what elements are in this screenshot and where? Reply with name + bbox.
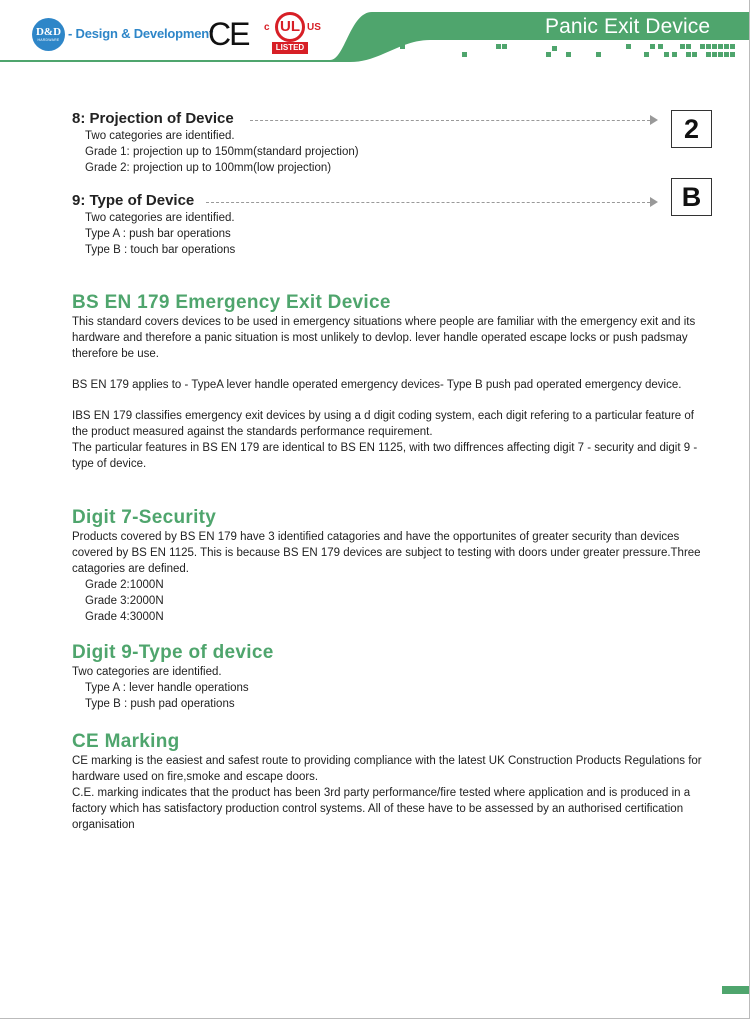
code-box: B (671, 178, 712, 216)
section-title: Digit 7-Security (72, 507, 217, 528)
section-title: BS EN 179 Emergency Exit Device (72, 292, 391, 313)
page-corner-tab (722, 986, 750, 994)
classification-details (85, 128, 359, 176)
section-ce-marking (72, 731, 712, 833)
classification-details (85, 210, 235, 258)
classification-projection (72, 110, 712, 174)
detail-line: Grade 2: projection up to 100mm(low projection) (85, 162, 332, 174)
grade-list (72, 577, 712, 625)
company-logo (32, 18, 65, 51)
paragraph: This standard covers devices to be used in emergency situations where people are familiar with the emergency exit and its hardware and therefore a panic situation is most unlikely to devlop. lever handle operated escape locks or push padsmay therefore be use. (72, 316, 696, 360)
section-digit-9-type (72, 642, 712, 712)
ul-c-label: c (264, 22, 270, 33)
list-item: Grade 3:2000N (85, 595, 164, 607)
detail-line: Grade 1: projection up to 150mm(standard projection) (85, 146, 359, 158)
ul-us-label: US (307, 22, 321, 33)
company-tagline: - Design & Development (68, 26, 214, 41)
paragraph: IBS EN 179 classifies emergency exit devices by using a d digit coding system, each digit refering to a particular feature of the product measured against the standards performance requirement. (72, 410, 694, 438)
ul-listed-icon (260, 12, 322, 56)
ul-circle-label: UL (275, 12, 305, 42)
list-item: Grade 4:3000N (85, 611, 164, 623)
paragraph: BS EN 179 applies to - TypeA lever handle operated emergency devices- Type B push pad operated emergency device. (72, 379, 682, 391)
paragraph: C.E. marking indicates that the product has been 3rd party performance/fire tested where application and is produced in a factory which has satisfactory production control systems. All of these have to be assessed by an authorised certification organisation (72, 787, 691, 831)
paragraph: The particular features in BS EN 179 are identical to BS EN 1125, with two diffrences affecting digit 7 - security and digit 9 - type of device. (72, 442, 698, 470)
paragraph: CE marking is the easiest and safest route to providing compliance with the latest UK Construction Products Regulations for hardware used on fire,smoke and escape doors. (72, 755, 702, 783)
section-digit-7-security (72, 507, 712, 625)
paragraph: Two categories are identified. (72, 666, 222, 678)
section-title: Digit 9-Type of device (72, 642, 274, 663)
section-title: CE Marking (72, 731, 180, 752)
type-list (72, 680, 712, 712)
classification-heading: 8: Projection of Device (72, 110, 237, 127)
arrow-right-icon (650, 115, 658, 125)
leader-line (206, 202, 650, 203)
detail-line: Two categories are identified. (85, 212, 235, 224)
code-box: 2 (671, 110, 712, 148)
list-item: Grade 2:1000N (85, 579, 164, 591)
section-bs-en-179 (72, 292, 712, 472)
arrow-right-icon (650, 197, 658, 207)
ce-certification-icon: CE (208, 16, 249, 52)
detail-line: Type B : touch bar operations (85, 244, 236, 256)
ul-listed-label: LISTED (272, 42, 308, 54)
leader-line (250, 120, 650, 121)
list-item: Type B : push pad operations (85, 698, 235, 710)
logo-subtext: HARDWARE (37, 38, 60, 42)
classification-heading: 9: Type of Device (72, 192, 197, 209)
detail-line: Type A : push bar operations (85, 228, 231, 240)
detail-line: Two categories are identified. (85, 130, 235, 142)
page-title: Panic Exit Device (545, 15, 711, 38)
classification-type (72, 182, 712, 258)
list-item: Type A : lever handle operations (85, 682, 249, 694)
paragraph: Products covered by BS EN 179 have 3 identified catagories and have the opportunites of greater security than devices covered by BS EN 1125. This is because BS EN 179 devices are subject to testing with doors under greater pressure.Three catagories are defined. (72, 531, 701, 575)
logo-text: D&D (35, 26, 62, 38)
page-header (0, 0, 750, 70)
